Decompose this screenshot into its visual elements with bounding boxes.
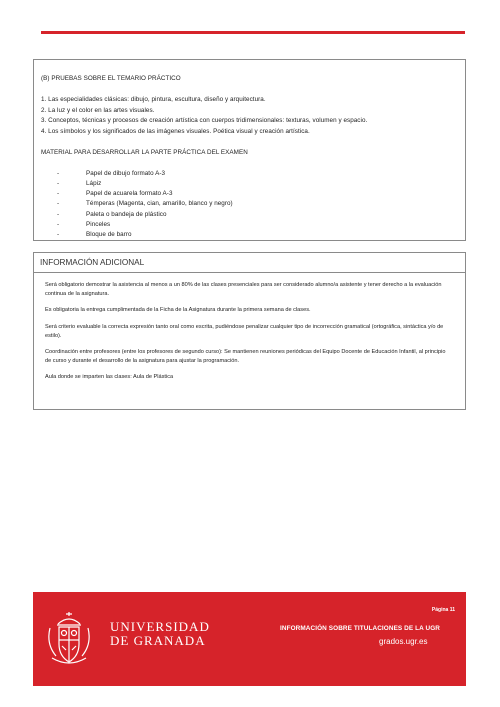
info-paragraph: Es obligatoria la entrega cumplimentada de la Ficha de la Asignatura durante la primera semana de clases. (45, 307, 311, 314)
university-name-line1: UNIVERSIDAD (110, 619, 210, 634)
materials-list (41, 169, 457, 240)
info-paragraph: Será criterio evaluable la correcta expresión tanto oral como escrita, pudiéndose penalizar cualquier tipo de incorrección gramatical (ortográfica, sintáctica y/o de estilo). (45, 323, 444, 339)
info-paragraph: Será obligatorio demostrar la asistencia al menos a un 80% de las clases presenciales para ser considerado alumno/a asistente y tener derecho a la evaluación continua de la asignatura. (45, 282, 442, 298)
additional-info-section (33, 252, 466, 410)
topic-item: 4. Los símbolos y los significados de las imágenes visuales. Poética visual y creación artística. (41, 128, 310, 136)
material-item: - Papel de dibujo formato A-3 (57, 169, 457, 179)
info-paragraph: Aula donde se imparten las clases: Aula de Plástica (45, 374, 174, 381)
header-rule (41, 31, 465, 34)
section-title: (B) PRUEBAS SOBRE EL TEMARIO PRÁCTICO (41, 75, 181, 82)
materials-title: MATERIAL PARA DESARROLLAR LA PARTE PRÁCTICA DEL EXAMEN (41, 148, 248, 156)
material-item: - Bloque de barro (57, 230, 457, 240)
additional-info-header: INFORMACIÓN ADICIONAL (34, 253, 465, 273)
university-wordmark (110, 620, 210, 648)
page-footer (33, 592, 466, 686)
info-paragraph: Coordinación entre profesores (entre los profesores de segundo curso): Se mantienen reuniones periódicas del Equipo Docente de Educación Infantil, al principio de curso y durante el desarrollo de la asignatura para ajustar la programación. (45, 349, 446, 365)
footer-info-title: INFORMACIÓN SOBRE TITULACIONES DE LA UGR (280, 625, 440, 632)
topics-list (41, 95, 457, 138)
university-name-line2: DE GRANADA (110, 633, 206, 648)
material-item: - Lápiz (57, 179, 457, 189)
topic-item: 3. Conceptos, técnicas y procesos de creación artística con cuerpos tridimensionales: texturas, volumen y espacio. (41, 117, 368, 125)
page-number: Página 11 (431, 607, 455, 613)
material-item: - Pinceles (57, 220, 457, 230)
material-item: - Paleta o bandeja de plástico (57, 210, 457, 220)
topic-item: 1. Las especialidades clásicas: dibujo, pintura, escultura, diseño y arquitectura. (41, 95, 266, 103)
material-item: - Papel de acuarela formato A-3 (57, 189, 457, 199)
material-item: - Témperas (Magenta, cian, amarillo, blanco y negro) (57, 199, 457, 209)
topic-item: 2. La luz y el color en las artes visuales. (41, 106, 155, 114)
university-crest-icon (44, 610, 94, 668)
practical-exam-section (33, 59, 466, 241)
footer-site-link[interactable]: grados.ugr.es (379, 637, 428, 646)
